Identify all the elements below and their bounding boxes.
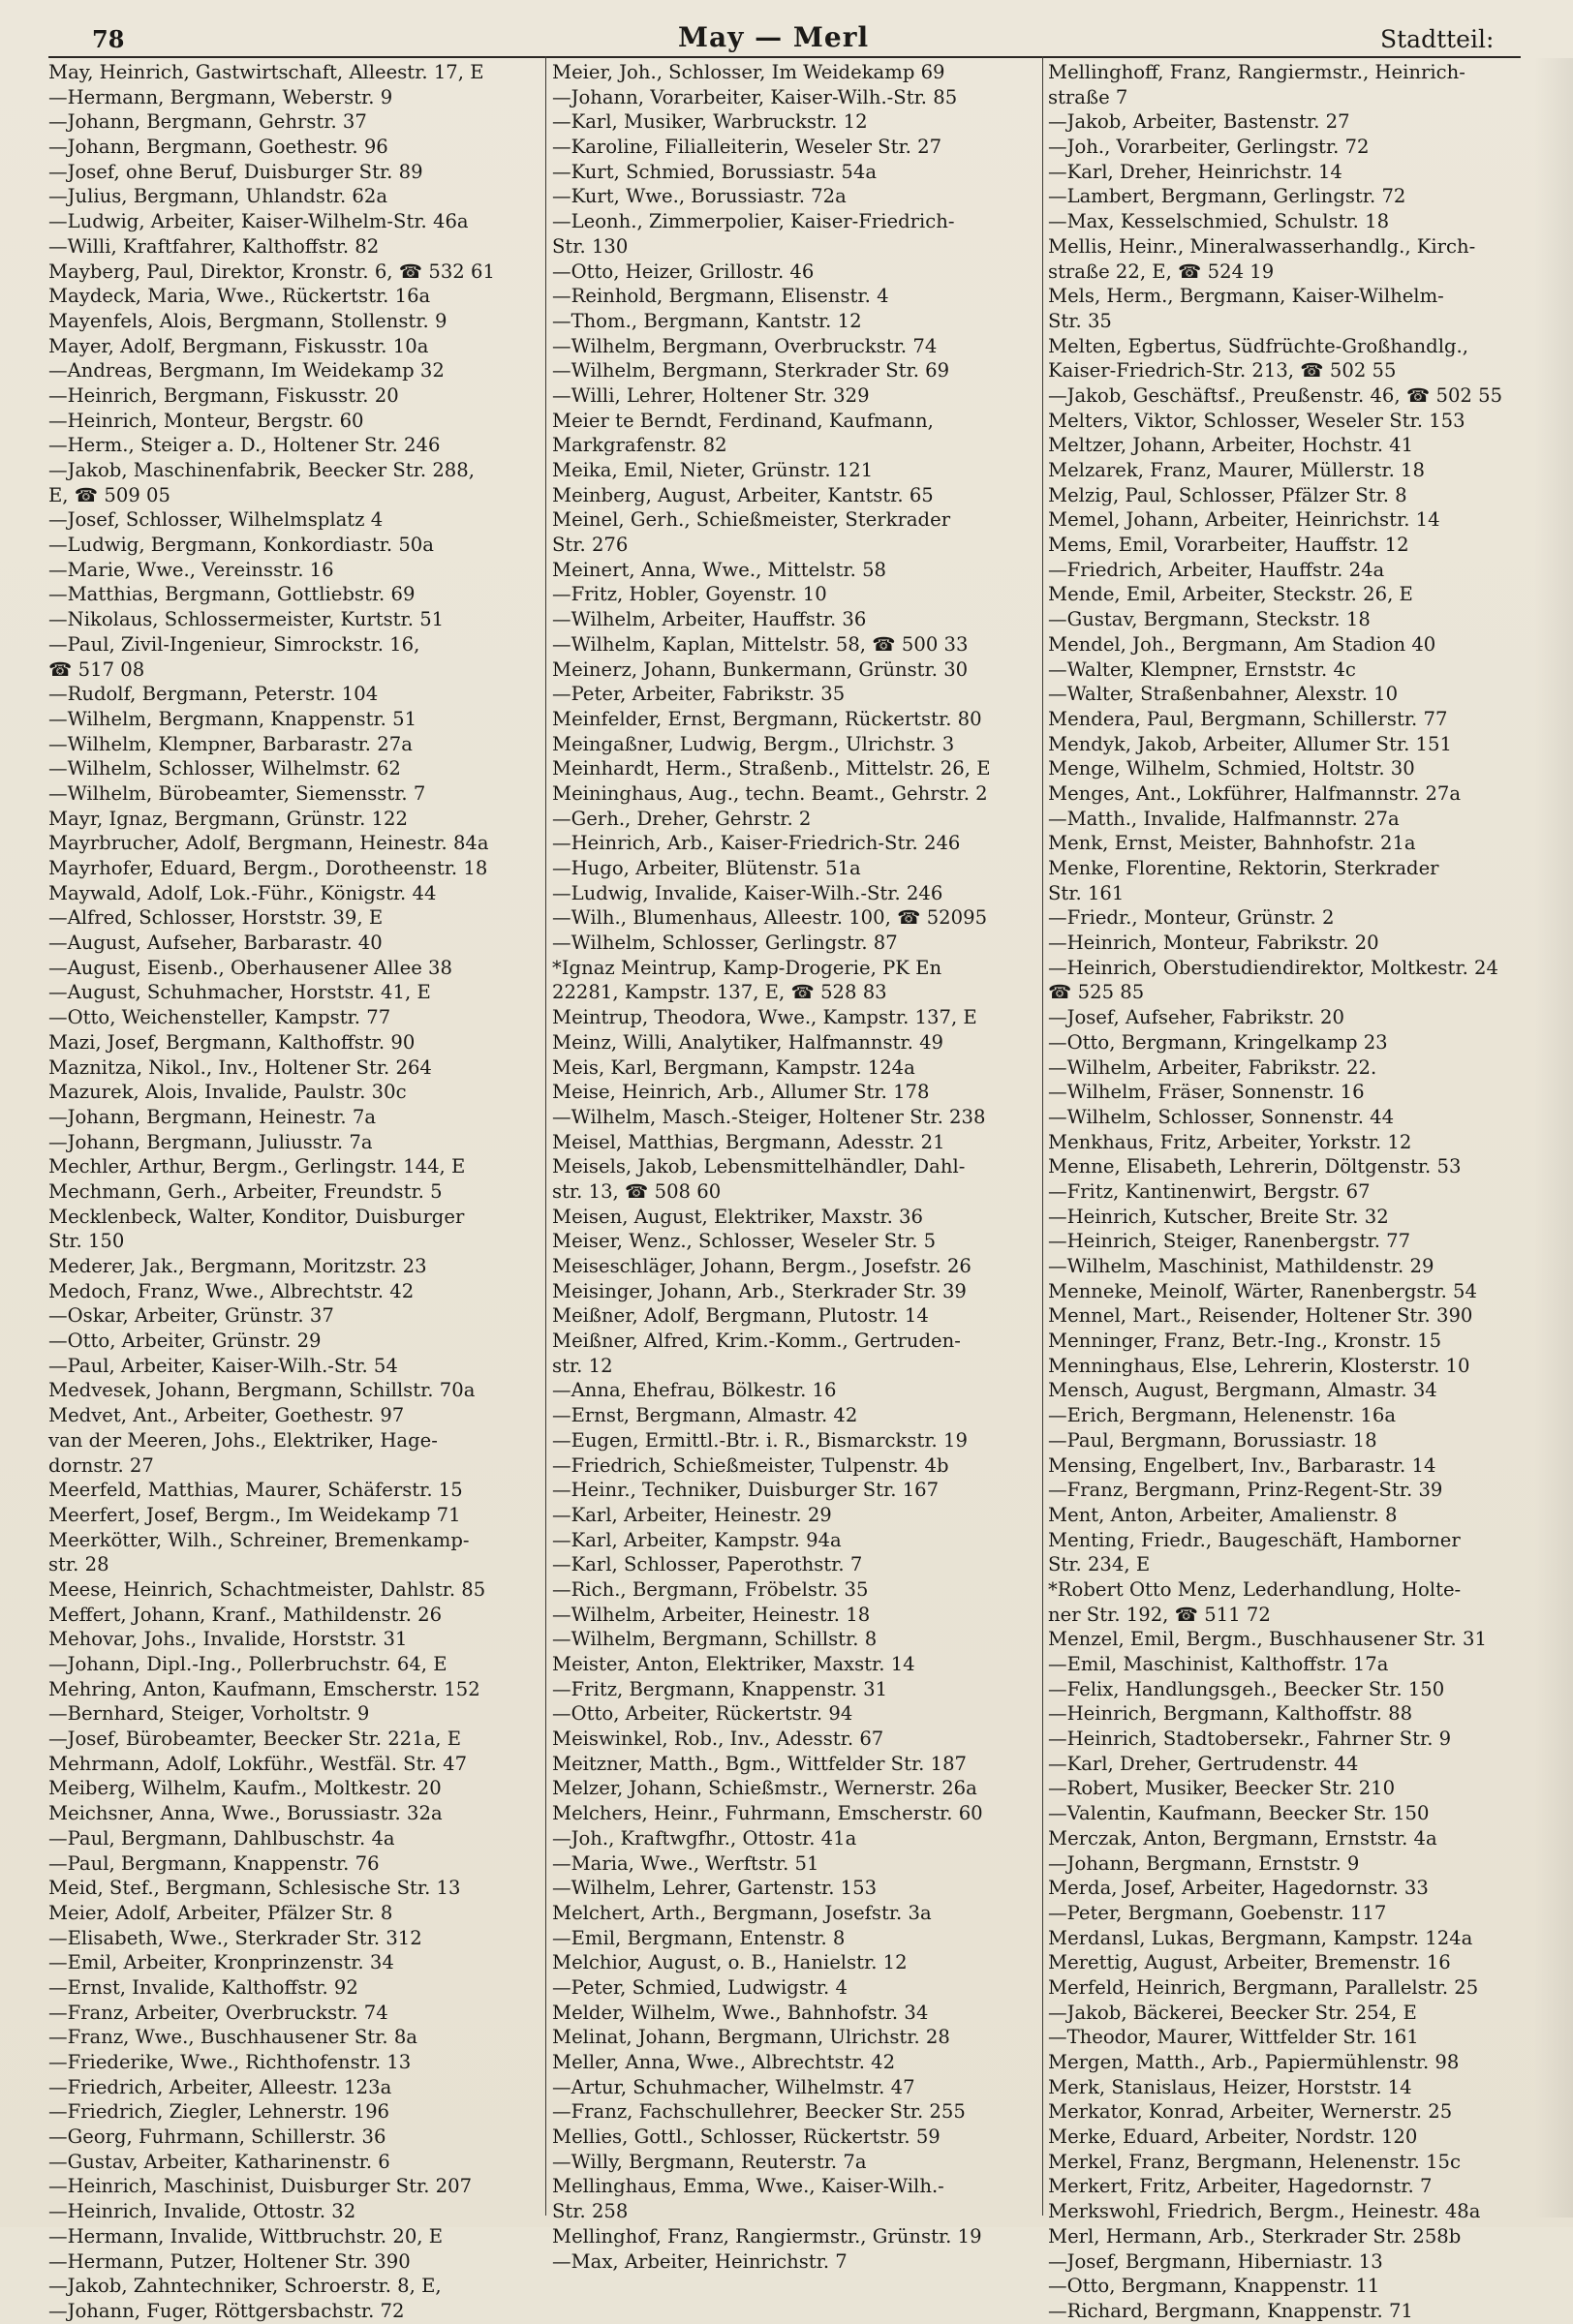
directory-entry: —Willi, Kraftfahrer, Kalthoffstr. 82 (48, 234, 380, 258)
column-2 (552, 60, 1032, 2274)
directory-entry: —Hugo, Arbeiter, Blütenstr. 51a (552, 857, 861, 879)
directory-entry: Mayer, Adolf, Bergmann, Fiskusstr. 10a (48, 334, 429, 357)
directory-entry: —Bernhard, Steiger, Vorholtstr. 9 (48, 1702, 370, 1726)
directory-entry: Mechler, Arthur, Bergm., Gerlingstr. 144, E (48, 1155, 466, 1178)
directory-entry: Mennel, Mart., Reisender, Holtener Str. 390 (1048, 1304, 1473, 1328)
directory-entry: Meinz, Willi, Analytiker, Halfmannstr. 49 (552, 1030, 944, 1054)
directory-entry: Menting, Friedr., Baugeschäft, Hamborner (1048, 1528, 1461, 1551)
directory-entry: Mendera, Paul, Bergmann, Schillerstr. 77 (1048, 707, 1448, 730)
directory-entry: —Willy, Bergmann, Reuterstr. 7a (552, 2150, 867, 2173)
directory-entry: —Rudolf, Bergmann, Peterstr. 104 (48, 683, 379, 706)
directory-entry: Meininghaus, Aug., techn. Beamt., Gehrstr. 2 (552, 781, 988, 805)
directory-entry: Menke, Florentine, Rektorin, Sterkrader (1048, 857, 1439, 879)
column-3 (1048, 60, 1527, 2324)
directory-entry: —Jakob, Bäckerei, Beecker Str. 254, E (1048, 2001, 1417, 2024)
directory-entry: —Josef, Aufseher, Fabrikstr. 20 (1048, 1006, 1344, 1029)
directory-entry: Medoch, Franz, Wwe., Albrechtstr. 42 (48, 1279, 415, 1302)
directory-entry: Melchior, August, o. B., Hanielstr. 12 (552, 1951, 908, 1974)
directory-entry: str. 28 (48, 1553, 109, 1576)
directory-entry: —Wilhelm, Maschinist, Mathildenstr. 29 (1048, 1255, 1434, 1277)
directory-entry: —Otto, Arbeiter, Grünstr. 29 (48, 1330, 322, 1353)
directory-entry: —Paul, Arbeiter, Kaiser-Wilh.-Str. 54 (48, 1354, 398, 1377)
directory-entry: Str. 130 (552, 234, 629, 258)
directory-entry: Meier, Joh., Schlosser, Im Weidekamp 69 (552, 61, 945, 83)
directory-entry: —Johann, Fuger, Röttgersbachstr. 72 (48, 2299, 405, 2322)
directory-entry: —Karl, Dreher, Gertrudenstr. 44 (1048, 1752, 1359, 1775)
directory-entry: —Franz, Fachschullehrer, Beecker Str. 255 (552, 2100, 966, 2124)
directory-entry: Meisel, Matthias, Bergmann, Adesstr. 21 (552, 1130, 945, 1153)
column-divider (1042, 56, 1043, 2216)
directory-entry: Maywald, Adolf, Lok.-Führ., Königstr. 44 (48, 881, 437, 904)
directory-entry: Mehrmann, Adolf, Lokführ., Westfäl. Str. 47 (48, 1752, 468, 1775)
column-divider (545, 56, 546, 2216)
directory-entry: —Johann, Vorarbeiter, Kaiser-Wilh.-Str. 85 (552, 85, 958, 108)
directory-entry: —Wilhelm, Bergmann, Overbruckstr. 74 (552, 334, 938, 357)
directory-entry: Meisen, August, Elektriker, Maxstr. 36 (552, 1205, 923, 1228)
directory-entry: E, ☎ 509 05 (48, 483, 170, 506)
directory-entry: Meister, Anton, Elektriker, Maxstr. 14 (552, 1653, 915, 1675)
directory-entry: Menkhaus, Fritz, Arbeiter, Yorkstr. 12 (1048, 1130, 1412, 1153)
directory-entry: —Johann, Bergmann, Goethestr. 96 (48, 136, 388, 159)
directory-entry: —Heinrich, Steiger, Ranenbergstr. 77 (1048, 1230, 1411, 1253)
directory-entry: —Fritz, Hobler, Goyenstr. 10 (552, 583, 827, 606)
directory-entry: Mederer, Jak., Bergmann, Moritzstr. 23 (48, 1255, 427, 1277)
directory-entry: —Walter, Straßenbahner, Alexstr. 10 (1048, 683, 1399, 706)
directory-entry: ☎ 525 85 (1048, 981, 1145, 1004)
directory-entry: Merfeld, Heinrich, Bergmann, Parallelstr. 25 (1048, 1975, 1479, 1999)
directory-entry: —Matth., Invalide, Halfmannstr. 27a (1048, 807, 1400, 830)
directory-entry: —Jakob, Maschinenfabrik, Beecker Str. 288, (48, 459, 475, 481)
directory-entry: Str. 150 (48, 1230, 125, 1253)
directory-entry: Mellinghaus, Emma, Wwe., Kaiser-Wilh.- (552, 2175, 944, 2198)
directory-entry: Str. 161 (1048, 881, 1125, 904)
directory-entry: Melinat, Johann, Bergmann, Ulrichstr. 28 (552, 2026, 950, 2049)
directory-entry: —Franz, Bergmann, Prinz-Regent-Str. 39 (1048, 1479, 1443, 1502)
directory-entry: —Friedr., Monteur, Grünstr. 2 (1048, 906, 1335, 930)
directory-entry: —Gustav, Arbeiter, Katharinenstr. 6 (48, 2150, 390, 2173)
directory-entry: —Hermann, Invalide, Wittbruchstr. 20, E (48, 2224, 444, 2248)
directory-entry: Markgrafenstr. 82 (552, 434, 727, 457)
directory-entry: —Max, Arbeiter, Heinrichstr. 7 (552, 2249, 848, 2273)
directory-entry: Melder, Wilhelm, Wwe., Bahnhofstr. 34 (552, 2001, 929, 2024)
directory-entry: —Johann, Bergmann, Juliusstr. 7a (48, 1130, 373, 1153)
directory-entry: —Wilhelm, Bergmann, Sterkrader Str. 69 (552, 359, 950, 382)
directory-entry: straße 22, E, ☎ 524 19 (1048, 260, 1275, 283)
directory-entry: Mendel, Joh., Bergmann, Am Stadion 40 (1048, 632, 1436, 656)
directory-entry: *Ignaz Meintrup, Kamp-Drogerie, PK En (552, 956, 942, 979)
directory-entry: Meißner, Adolf, Bergmann, Plutostr. 14 (552, 1304, 929, 1328)
directory-entry: —Gerh., Dreher, Gehrstr. 2 (552, 807, 812, 830)
directory-entry: Meier te Berndt, Ferdinand, Kaufmann, (552, 409, 934, 432)
directory-entry: —Georg, Fuhrmann, Schillerstr. 36 (48, 2125, 386, 2149)
stadtteil-label: Stadtteil: (1380, 25, 1495, 53)
directory-entry: —Max, Kesselschmied, Schulstr. 18 (1048, 210, 1390, 233)
directory-entry: —Kurt, Schmied, Borussiastr. 54a (552, 160, 878, 183)
directory-entry: Meltzer, Johann, Arbeiter, Hochstr. 41 (1048, 434, 1414, 457)
directory-entry: —Wilhelm, Bergmann, Schillstr. 8 (552, 1628, 878, 1651)
directory-entry: Maydeck, Maria, Wwe., Rückertstr. 16a (48, 285, 431, 308)
directory-entry: Medvet, Ant., Arbeiter, Goethestr. 97 (48, 1404, 405, 1427)
directory-entry: Mellies, Gottl., Schlosser, Rückertstr. 59 (552, 2125, 941, 2149)
directory-entry: ☎ 517 08 (48, 657, 145, 681)
directory-entry: —Heinr., Techniker, Duisburger Str. 167 (552, 1479, 940, 1502)
directory-entry: —Kurt, Wwe., Borussiastr. 72a (552, 185, 847, 208)
directory-entry: —Artur, Schuhmacher, Wilhelmstr. 47 (552, 2075, 915, 2098)
directory-entry: —Wilhelm, Schlosser, Sonnenstr. 44 (1048, 1105, 1395, 1128)
directory-entry: Medvesek, Johann, Bergmann, Schillstr. 70a (48, 1379, 476, 1402)
directory-entry: Meinert, Anna, Wwe., Mittelstr. 58 (552, 558, 887, 581)
directory-entry: Menne, Elisabeth, Lehrerin, Döltgenstr. 53 (1048, 1155, 1462, 1178)
directory-entry: —Maria, Wwe., Werftstr. 51 (552, 1851, 819, 1875)
directory-entry: —Felix, Handlungsgeh., Beecker Str. 150 (1048, 1677, 1445, 1700)
directory-entry: —Robert, Musiker, Beecker Str. 210 (1048, 1777, 1396, 1800)
directory-entry: —Ludwig, Bergmann, Konkordiastr. 50a (48, 534, 434, 557)
page-edge-shadow (1534, 58, 1573, 2217)
directory-entry: —Fritz, Kantinenwirt, Bergstr. 67 (1048, 1179, 1371, 1203)
directory-entry: —Paul, Zivil-Ingenieur, Simrockstr. 16, (48, 632, 420, 656)
directory-entry: —Herm., Steiger a. D., Holtener Str. 246 (48, 434, 441, 457)
directory-entry: —August, Aufseher, Barbarastr. 40 (48, 932, 383, 955)
directory-entry: —Heinrich, Oberstudiendirektor, Moltkestr. 24 (1048, 956, 1498, 979)
directory-entry: —Peter, Arbeiter, Fabrikstr. 35 (552, 683, 846, 706)
directory-entry: Melzarek, Franz, Maurer, Müllerstr. 18 (1048, 459, 1425, 481)
directory-entry: —Heinrich, Monteur, Bergstr. 60 (48, 409, 364, 432)
directory-entry: Mehring, Anton, Kaufmann, Emscherstr. 152 (48, 1677, 480, 1700)
directory-entry: —Wilhelm, Schlosser, Wilhelmstr. 62 (48, 757, 401, 780)
directory-entry: Str. 276 (552, 534, 629, 557)
directory-entry: Meinel, Gerh., Schießmeister, Sterkrader (552, 508, 951, 532)
directory-entry: —Karl, Arbeiter, Heinestr. 29 (552, 1503, 832, 1526)
directory-entry: —Theodor, Maurer, Wittfelder Str. 161 (1048, 2026, 1419, 2049)
directory-entry: Merczak, Anton, Bergmann, Ernststr. 4a (1048, 1826, 1437, 1850)
directory-entry: —Friedrich, Ziegler, Lehnerstr. 196 (48, 2100, 389, 2124)
directory-entry: —Wilhelm, Schlosser, Gerlingstr. 87 (552, 932, 898, 955)
directory-entry: Meier, Adolf, Arbeiter, Pfälzer Str. 8 (48, 1901, 393, 1924)
directory-entry: Merkator, Konrad, Arbeiter, Wernerstr. 25 (1048, 2100, 1453, 2124)
directory-entry: Mazurek, Alois, Invalide, Paulstr. 30c (48, 1081, 407, 1104)
directory-entry: —Hermann, Bergmann, Weberstr. 9 (48, 85, 393, 108)
directory-entry: —Friedrich, Arbeiter, Alleestr. 123a (48, 2075, 392, 2098)
directory-entry: —Richard, Bergmann, Knappenstr. 71 (1048, 2299, 1413, 2322)
directory-entry: Menneke, Meinolf, Wärter, Ranenbergstr. 54 (1048, 1279, 1477, 1302)
directory-entry: —Wilhelm, Fräser, Sonnenstr. 16 (1048, 1081, 1365, 1104)
directory-entry: —Oskar, Arbeiter, Grünstr. 37 (48, 1304, 334, 1328)
directory-entry: Mayrhofer, Eduard, Bergm., Dorotheenstr. 18 (48, 857, 488, 879)
directory-entry: —Otto, Bergmann, Knappenstr. 11 (1048, 2275, 1380, 2298)
directory-entry: —Alfred, Schlosser, Horststr. 39, E (48, 906, 384, 930)
directory-entry: —August, Eisenb., Oberhausener Allee 38 (48, 956, 452, 979)
directory-entry: Merl, Hermann, Arb., Sterkrader Str. 258b (1048, 2224, 1462, 2248)
directory-entry: Meiswinkel, Rob., Inv., Adesstr. 67 (552, 1728, 884, 1751)
directory-entry: —Heinrich, Bergmann, Fiskusstr. 20 (48, 383, 399, 407)
directory-entry: —Paul, Bergmann, Dahlbuschstr. 4a (48, 1826, 395, 1850)
directory-entry: Meiberg, Wilhelm, Kaufm., Moltkestr. 20 (48, 1777, 442, 1800)
directory-entry: —Wilhelm, Bergmann, Knappenstr. 51 (48, 707, 417, 730)
directory-entry: Meißner, Alfred, Krim.-Komm., Gertruden- (552, 1330, 961, 1353)
directory-entry: Merdansl, Lukas, Bergmann, Kampstr. 124a (1048, 1926, 1473, 1949)
directory-entry: Meese, Heinrich, Schachtmeister, Dahlstr. 85 (48, 1577, 486, 1601)
directory-entry: —Heinrich, Kutscher, Breite Str. 32 (1048, 1205, 1389, 1228)
directory-entry: —Heinrich, Arb., Kaiser-Friedrich-Str. 246 (552, 832, 961, 855)
page-header (0, 19, 1573, 58)
directory-entry: Menninger, Franz, Betr.-Ing., Kronstr. 15 (1048, 1330, 1442, 1353)
directory-entry: —Friederike, Wwe., Richthofenstr. 13 (48, 2051, 412, 2073)
directory-entry: —Otto, Bergmann, Kringelkamp 23 (1048, 1030, 1388, 1054)
directory-entry: —Ludwig, Invalide, Kaiser-Wilh.-Str. 246 (552, 881, 943, 904)
directory-entry: —Heinrich, Invalide, Ottostr. 32 (48, 2200, 356, 2223)
directory-entry: —Eugen, Ermittl.-Btr. i. R., Bismarckstr. 19 (552, 1428, 968, 1452)
directory-entry: May, Heinrich, Gastwirtschaft, Alleestr. 17, E (48, 61, 484, 83)
directory-entry: —Johann, Bergmann, Heinestr. 7a (48, 1105, 377, 1128)
directory-entry: Mayberg, Paul, Direktor, Kronstr. 6, ☎ 532 61 (48, 260, 495, 283)
directory-entry: —Heinrich, Monteur, Fabrikstr. 20 (1048, 932, 1379, 955)
directory-entry: —Karl, Schlosser, Paperothstr. 7 (552, 1553, 863, 1576)
directory-entry: —Otto, Weichensteller, Kampstr. 77 (48, 1006, 391, 1029)
directory-entry: —Wilh., Blumenhaus, Alleestr. 100, ☎ 52095 (552, 906, 988, 930)
directory-entry: —Josef, Schlosser, Wilhelmsplatz 4 (48, 508, 384, 532)
directory-entry: Ment, Anton, Arbeiter, Amalienstr. 8 (1048, 1503, 1398, 1526)
directory-entry: Merk, Stanislaus, Heizer, Horststr. 14 (1048, 2075, 1412, 2098)
directory-entry: —Reinhold, Bergmann, Elisenstr. 4 (552, 285, 889, 308)
directory-entry: Str. 35 (1048, 309, 1112, 332)
directory-entry: —Josef, Bürobeamter, Beecker Str. 221a, E (48, 1728, 462, 1751)
directory-entry: Meitzner, Matth., Bgm., Wittfelder Str. 187 (552, 1752, 968, 1775)
directory-entry: Meinhardt, Herm., Straßenb., Mittelstr. 26, E (552, 757, 991, 780)
directory-entry: Mensing, Engelbert, Inv., Barbarastr. 14 (1048, 1453, 1436, 1477)
directory-entry: —Wilhelm, Arbeiter, Hauffstr. 36 (552, 608, 867, 631)
directory-entry: —Franz, Wwe., Buschhausener Str. 8a (48, 2026, 417, 2049)
directory-entry: Mechmann, Gerh., Arbeiter, Freundstr. 5 (48, 1179, 443, 1203)
directory-entry: Str. 234, E (1048, 1553, 1151, 1576)
directory-entry: Meise, Heinrich, Arb., Allumer Str. 178 (552, 1081, 930, 1104)
directory-entry: —Julius, Bergmann, Uhlandstr. 62a (48, 185, 388, 208)
directory-entry: Mems, Emil, Vorarbeiter, Hauffstr. 12 (1048, 534, 1409, 557)
directory-entry: —Peter, Bergmann, Goebenstr. 117 (1048, 1901, 1387, 1924)
directory-entry: Mergen, Matth., Arb., Papiermühlenstr. 98 (1048, 2051, 1460, 2073)
directory-entry: Meichsner, Anna, Wwe., Borussiastr. 32a (48, 1802, 443, 1825)
directory-entry: Mensch, August, Bergmann, Almastr. 34 (1048, 1379, 1437, 1402)
directory-entry: Melzer, Johann, Schießmstr., Wernerstr. 26a (552, 1777, 977, 1800)
directory-entry: —Karl, Musiker, Warbruckstr. 12 (552, 110, 868, 134)
directory-entry: Meffert, Johann, Kranf., Mathildenstr. 26 (48, 1603, 443, 1626)
directory-entry: —Wilhelm, Arbeiter, Fabrikstr. 22. (1048, 1055, 1377, 1079)
directory-entry: Meiser, Wenz., Schlosser, Weseler Str. 5 (552, 1230, 937, 1253)
directory-entry: —Andreas, Bergmann, Im Weidekamp 32 (48, 359, 445, 382)
directory-entry: —Josef, Bergmann, Hiberniastr. 13 (1048, 2249, 1383, 2273)
directory-entry: Meisinger, Johann, Arb., Sterkrader Str. 39 (552, 1279, 967, 1302)
directory-entry: —Leonh., Zimmerpolier, Kaiser-Friedrich- (552, 210, 955, 233)
directory-entry: —Ludwig, Arbeiter, Kaiser-Wilhelm-Str. 46a (48, 210, 469, 233)
directory-entry: 22281, Kampstr. 137, E, ☎ 528 83 (552, 981, 887, 1004)
directory-entry: —Valentin, Kaufmann, Beecker Str. 150 (1048, 1802, 1430, 1825)
directory-entry: —Hermann, Putzer, Holtener Str. 390 (48, 2249, 411, 2273)
directory-entry: —Paul, Bergmann, Borussiastr. 18 (1048, 1428, 1377, 1452)
directory-entry: van der Meeren, Johs., Elektriker, Hage- (48, 1428, 438, 1452)
directory-entry: —Jakob, Zahntechniker, Schroerstr. 8, E, (48, 2275, 442, 2298)
directory-entry: dornstr. 27 (48, 1453, 154, 1477)
directory-entry: Meinberg, August, Arbeiter, Kantstr. 65 (552, 483, 934, 506)
directory-entry: Merke, Eduard, Arbeiter, Nordstr. 120 (1048, 2125, 1418, 2149)
directory-entry: Mehovar, Johs., Invalide, Horststr. 31 (48, 1628, 408, 1651)
directory-entry: —Lambert, Bergmann, Gerlingstr. 72 (1048, 185, 1406, 208)
directory-entry: Menk, Ernst, Meister, Bahnhofstr. 21a (1048, 832, 1416, 855)
directory-entry: Mayr, Ignaz, Bergmann, Grünstr. 122 (48, 807, 408, 830)
column-1 (48, 60, 528, 2324)
directory-entry: Mellinghoff, Franz, Rangiermstr., Heinrich- (1048, 61, 1465, 83)
directory-entry: Merkel, Franz, Bergmann, Helenenstr. 15c (1048, 2150, 1462, 2173)
directory-entry: —Anna, Ehefrau, Bölkestr. 16 (552, 1379, 837, 1402)
directory-entry: —Franz, Arbeiter, Overbruckstr. 74 (48, 2001, 388, 2024)
directory-entry: —Wilhelm, Masch.-Steiger, Holtener Str. 238 (552, 1105, 986, 1128)
directory-entry: —Wilhelm, Kaplan, Mittelstr. 58, ☎ 500 33 (552, 632, 969, 656)
directory-entry: —Johann, Bergmann, Gehrstr. 37 (48, 110, 367, 134)
directory-entry: —Johann, Dipl.-Ing., Pollerbruchstr. 64, E (48, 1653, 447, 1675)
directory-entry: Mayrbrucher, Adolf, Bergmann, Heinestr. 84a (48, 832, 489, 855)
directory-entry: Menninghaus, Else, Lehrerin, Klosterstr. 10 (1048, 1354, 1470, 1377)
directory-entry: Meller, Anna, Wwe., Albrechtstr. 42 (552, 2051, 896, 2073)
directory-entry: Merkswohl, Friedrich, Bergm., Heinestr. 48a (1048, 2200, 1481, 2223)
directory-entry: ner Str. 192, ☎ 511 72 (1048, 1603, 1271, 1626)
directory-entry: Merkert, Fritz, Arbeiter, Hagedornstr. 7 (1048, 2175, 1433, 2198)
directory-entry: —Otto, Arbeiter, Rückertstr. 94 (552, 1702, 853, 1726)
directory-entry: Meis, Karl, Bergmann, Kampstr. 124a (552, 1055, 915, 1079)
directory-entry: Merettig, August, Arbeiter, Bremenstr. 16 (1048, 1951, 1451, 1974)
directory-entry: —Heinrich, Bergmann, Kalthoffstr. 88 (1048, 1702, 1413, 1726)
directory-entry: Melchers, Heinr., Fuhrmann, Emscherstr. 60 (552, 1802, 983, 1825)
directory-entry: —Ernst, Bergmann, Almastr. 42 (552, 1404, 858, 1427)
directory-entry: —Emil, Maschinist, Kalthoffstr. 17a (1048, 1653, 1389, 1675)
directory-entry: —Ernst, Invalide, Kalthoffstr. 92 (48, 1975, 358, 1999)
directory-entry: —Nikolaus, Schlossermeister, Kurtstr. 51 (48, 608, 445, 631)
directory-entry: Mazi, Josef, Bergmann, Kalthoffstr. 90 (48, 1030, 416, 1054)
directory-entry: Memel, Johann, Arbeiter, Heinrichstr. 14 (1048, 508, 1440, 532)
directory-entry: Mellis, Heinr., Mineralwasserhandlg., Kirch- (1048, 234, 1476, 258)
directory-entry: Melchert, Arth., Bergmann, Josefstr. 3a (552, 1901, 932, 1924)
directory-entry: —Matthias, Bergmann, Gottliebstr. 69 (48, 583, 416, 606)
directory-entry: Mende, Emil, Arbeiter, Steckstr. 26, E (1048, 583, 1413, 606)
directory-entry: —Johann, Bergmann, Ernststr. 9 (1048, 1851, 1360, 1875)
directory-entry: Meika, Emil, Nieter, Grünstr. 121 (552, 459, 874, 481)
directory-entry: Mecklenbeck, Walter, Konditor, Duisburger (48, 1205, 465, 1228)
directory-entry: —Fritz, Bergmann, Knappenstr. 31 (552, 1677, 888, 1700)
directory-entry: Mellinghof, Franz, Rangiermstr., Grünstr. 19 (552, 2224, 982, 2248)
directory-entry: Meingaßner, Ludwig, Bergm., Ulrichstr. 3 (552, 732, 955, 755)
directory-entry: —Friedrich, Schießmeister, Tulpenstr. 4b (552, 1453, 949, 1477)
header-rule (48, 56, 1521, 58)
directory-entry: —Willi, Lehrer, Holtener Str. 329 (552, 383, 870, 407)
directory-entry: Meerfert, Josef, Bergm., Im Weidekamp 71 (48, 1503, 461, 1526)
directory-entry: —Marie, Wwe., Vereinsstr. 16 (48, 558, 334, 581)
directory-entry: —Jakob, Geschäftsf., Preußenstr. 46, ☎ 502 55 (1048, 383, 1503, 407)
directory-entry: Merda, Josef, Arbeiter, Hagedornstr. 33 (1048, 1877, 1429, 1900)
directory-entry: —Karl, Arbeiter, Kampstr. 94a (552, 1528, 842, 1551)
directory-entry: Melten, Egbertus, Südfrüchte-Großhandlg., (1048, 334, 1468, 357)
page-number: 78 (92, 25, 125, 53)
directory-entry: str. 12 (552, 1354, 613, 1377)
directory-entry: —Heinrich, Maschinist, Duisburger Str. 207 (48, 2175, 473, 2198)
directory-entry: Meinerz, Johann, Bunkermann, Grünstr. 30 (552, 657, 969, 681)
directory-entry: —Gustav, Bergmann, Steckstr. 18 (1048, 608, 1371, 631)
directory-entry: —Otto, Heizer, Grillostr. 46 (552, 260, 815, 283)
directory-entry: —Wilhelm, Lehrer, Gartenstr. 153 (552, 1877, 878, 1900)
directory-entry: Mayenfels, Alois, Bergmann, Stollenstr. 9 (48, 309, 447, 332)
directory-entry: —Friedrich, Arbeiter, Hauffstr. 24a (1048, 558, 1385, 581)
directory-entry: —Jakob, Arbeiter, Bastenstr. 27 (1048, 110, 1350, 134)
directory-entry: —August, Schuhmacher, Horststr. 41, E (48, 981, 431, 1004)
directory-entry: —Wilhelm, Bürobeamter, Siemensstr. 7 (48, 781, 426, 805)
directory-entry: Mels, Herm., Bergmann, Kaiser-Wilhelm- (1048, 285, 1444, 308)
directory-entry: —Heinrich, Stadtobersekr., Fahrner Str. 9 (1048, 1728, 1452, 1751)
directory-entry: —Peter, Schmied, Ludwigstr. 4 (552, 1975, 848, 1999)
directory-entry: Meiseschläger, Johann, Bergm., Josefstr. 26 (552, 1255, 972, 1277)
running-title: May — Merl (678, 21, 870, 53)
directory-entry: straße 7 (1048, 85, 1128, 108)
directory-entry: —Thom., Bergmann, Kantstr. 12 (552, 309, 862, 332)
directory-entry: Melters, Viktor, Schlosser, Weseler Str. 153 (1048, 409, 1465, 432)
directory-entry: Menges, Ant., Lokführer, Halfmannstr. 27a (1048, 781, 1462, 805)
directory-entry: Menzel, Emil, Bergm., Buschhausener Str. 31 (1048, 1628, 1487, 1651)
directory-entry: Meerkötter, Wilh., Schreiner, Bremenkamp- (48, 1528, 470, 1551)
directory-entry: *Robert Otto Menz, Lederhandlung, Holte- (1048, 1577, 1462, 1601)
directory-entry: —Erich, Bergmann, Helenenstr. 16a (1048, 1404, 1397, 1427)
directory-entry: Str. 258 (552, 2200, 629, 2223)
directory-entry: —Emil, Bergmann, Entenstr. 8 (552, 1926, 846, 1949)
directory-entry: —Wilhelm, Klempner, Barbarastr. 27a (48, 732, 413, 755)
directory-entry: —Joh., Vorarbeiter, Gerlingstr. 72 (1048, 136, 1370, 159)
directory-entry: Kaiser-Friedrich-Str. 213, ☎ 502 55 (1048, 359, 1397, 382)
directory-entry: Meerfeld, Matthias, Maurer, Schäferstr. 15 (48, 1479, 463, 1502)
directory-entry: Meid, Stef., Bergmann, Schlesische Str. 13 (48, 1877, 461, 1900)
directory-entry: Maznitza, Nikol., Inv., Holtener Str. 264 (48, 1055, 432, 1079)
directory-entry: Meisels, Jakob, Lebensmittelhändler, Dahl- (552, 1155, 966, 1178)
directory-entry: Mendyk, Jakob, Arbeiter, Allumer Str. 151 (1048, 732, 1452, 755)
directory-entry: Meinfelder, Ernst, Bergmann, Rückertstr. 80 (552, 707, 982, 730)
directory-entry: —Elisabeth, Wwe., Sterkrader Str. 312 (48, 1926, 422, 1949)
directory-entry: —Walter, Klempner, Ernststr. 4c (1048, 657, 1356, 681)
directory-entry: Meintrup, Theodora, Wwe., Kampstr. 137, E (552, 1006, 977, 1029)
directory-entry: —Emil, Arbeiter, Kronprinzenstr. 34 (48, 1951, 394, 1974)
directory-entry: Melzig, Paul, Schlosser, Pfälzer Str. 8 (1048, 483, 1407, 506)
directory-entry: —Josef, ohne Beruf, Duisburger Str. 89 (48, 160, 423, 183)
directory-entry: str. 13, ☎ 508 60 (552, 1179, 722, 1203)
directory-entry: —Joh., Kraftwgfhr., Ottostr. 41a (552, 1826, 857, 1850)
directory-entry: Menge, Wilhelm, Schmied, Holtstr. 30 (1048, 757, 1415, 780)
directory-entry: —Paul, Bergmann, Knappenstr. 76 (48, 1851, 380, 1875)
directory-entry: —Wilhelm, Arbeiter, Heinestr. 18 (552, 1603, 871, 1626)
directory-entry: —Rich., Bergmann, Fröbelstr. 35 (552, 1577, 869, 1601)
directory-entry: —Karl, Dreher, Heinrichstr. 14 (1048, 160, 1342, 183)
directory-entry: —Karoline, Filialleiterin, Weseler Str. 27 (552, 136, 942, 159)
